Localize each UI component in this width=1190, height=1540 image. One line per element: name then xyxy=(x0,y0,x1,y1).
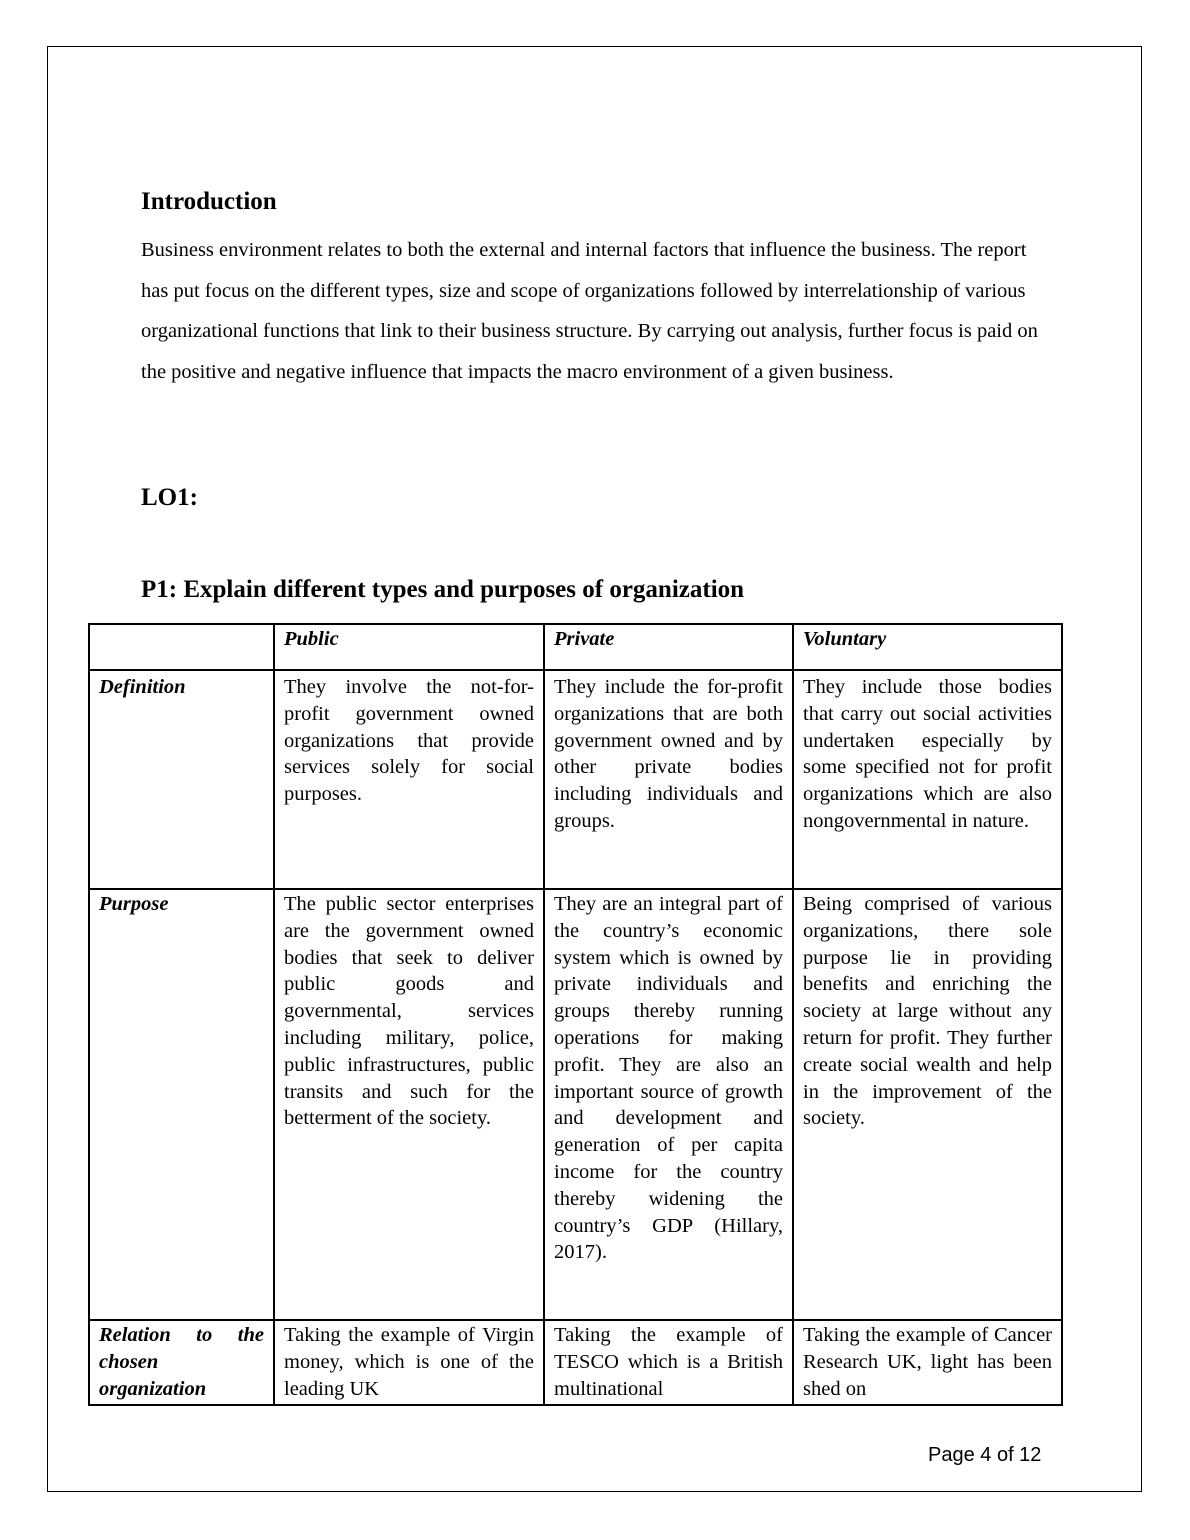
relation-voluntary-cell: Taking the example of Cancer Research UK, light has been shed on xyxy=(793,1320,1062,1405)
table-header-row xyxy=(89,624,1062,670)
definition-public-cell: They involve the not-for-profit government owned organizations that provide services solely for social purposes. xyxy=(274,670,544,889)
header-empty-cell xyxy=(89,624,274,670)
table-row xyxy=(89,1320,1062,1405)
header-public: Public xyxy=(274,624,544,670)
table-row xyxy=(89,670,1062,889)
lo1-heading: LO1: xyxy=(141,484,198,511)
purpose-voluntary-cell: Being comprised of various organizations, there sole purpose lie in providing benefits and enriching the society at large without any return for profit. They further create social wealth and help in the improvement of the society. xyxy=(793,889,1062,1320)
table-row xyxy=(89,889,1062,1320)
relation-public-cell: Taking the example of Virgin money, which is one of the leading UK xyxy=(274,1320,544,1405)
purpose-private-cell: They are an integral part of the country’s economic system which is owned by private individuals and groups thereby running operations for making profit. They are also an important source of growth and development and generation of per capita income for the country thereby widening the country’s GDP (Hillary, 2017). xyxy=(544,889,793,1320)
relation-private-cell: Taking the example of TESCO which is a British multinational xyxy=(544,1320,793,1405)
p1-heading: P1: Explain different types and purposes of organization xyxy=(141,576,745,603)
introduction-heading: Introduction xyxy=(141,188,277,215)
row-label-relation: Relation to the chosen organization xyxy=(89,1320,274,1405)
row-label-purpose: Purpose xyxy=(89,889,274,1320)
header-voluntary: Voluntary xyxy=(793,624,1062,670)
definition-private-cell: They include the for-profit organizations that are both government owned and by other private bodies including individuals and groups. xyxy=(544,670,793,889)
page-number: Page 4 of 12 xyxy=(928,1444,1042,1466)
definition-voluntary-cell: They include those bodies that carry out social activities undertaken especially by some specified not for profit organizations which are also nongovernmental in nature. xyxy=(793,670,1062,889)
header-private: Private xyxy=(544,624,793,670)
organization-types-table xyxy=(88,623,1063,1406)
row-label-definition: Definition xyxy=(89,670,274,889)
introduction-paragraph: Business environment relates to both the external and internal factors that influence the business. The report has put focus on the different types, size and scope of organizations followed by interrelationship of various organizational functions that link to their business structure. By carrying out analysis, further focus is paid on the positive and negative influence that impacts the macro environment of a given business. xyxy=(141,239,1038,383)
purpose-public-cell: The public sector enterprises are the government owned bodies that seek to deliver public goods and governmental, services including military, police, public infrastructures, public transits and such for the betterment of the society. xyxy=(274,889,544,1320)
